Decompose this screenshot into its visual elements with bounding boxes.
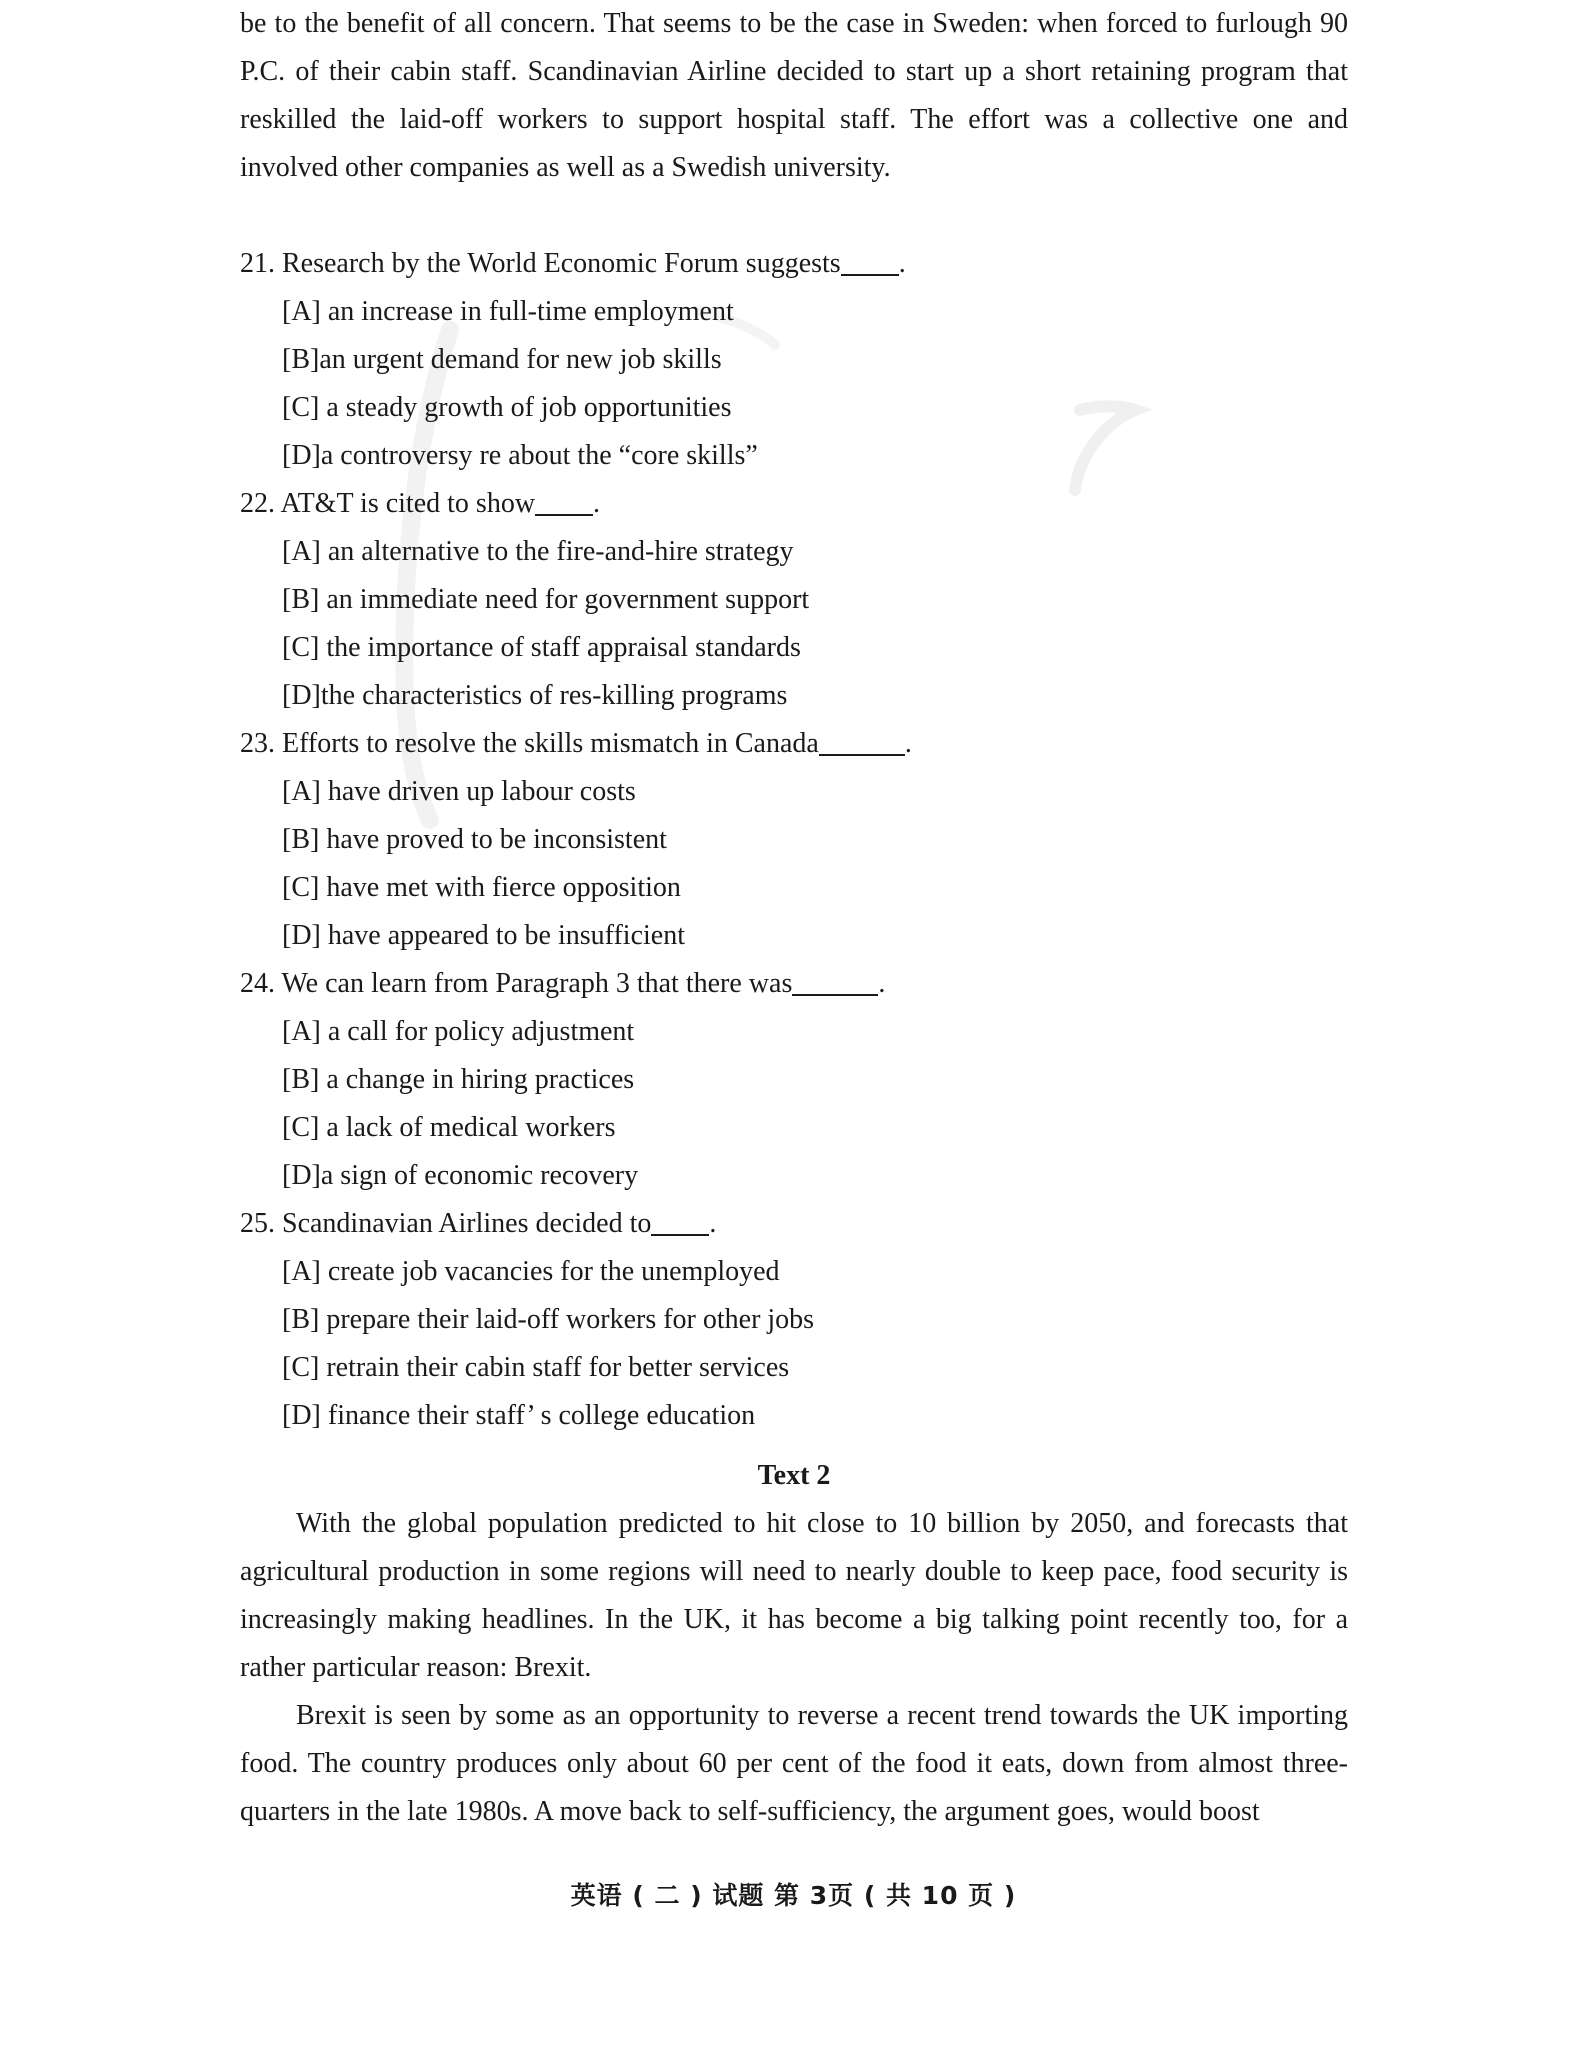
option-d: [D]a sign of economic recovery [282, 1160, 639, 1191]
option-c: [C] a lack of medical workers [282, 1112, 616, 1143]
option-c: [C] a steady growth of job opportunities [282, 392, 732, 423]
option-b: [B] a change in hiring practices [282, 1064, 635, 1095]
exam-page [240, 0, 1348, 1836]
passage-continuation: be to the benefit of all concern. That seems to be the case in Sweden: when forced to furlough 90 P.C. of their cabin staff. Scandinavian Airline decided to start up a short retaining program that reskilled the laid-off workers to support hospital staff. The effort was a collective one and involved other companies as well as a Swedish university. [240, 8, 1348, 183]
question-stem: 21. Research by the World Economic Forum suggests . [240, 248, 906, 279]
option-a: [A] an increase in full-time employment [282, 296, 734, 327]
option-d: [D] have appeared to be insufficient [282, 920, 685, 951]
text2-paragraph: With the global population predicted to hit close to 10 billion by 2050, and forecasts that agricultural production in some regions will need to nearly double to keep pace, food security is increasingly making headlines. In the UK, it has become a big talking point recently too, for a rather particular reason: Brexit. [240, 1508, 1348, 1683]
option-a: [A] an alternative to the fire-and-hire strategy [282, 536, 794, 567]
option-a: [A] have driven up labour costs [282, 776, 636, 807]
answer-blank [792, 970, 878, 996]
question-stem: 24. We can learn from Paragraph 3 that there was . [240, 968, 886, 999]
question-22 [240, 480, 1348, 720]
question-23 [240, 720, 1348, 960]
option-a: [A] create job vacancies for the unemployed [282, 1256, 780, 1287]
option-c: [C] have met with fierce opposition [282, 872, 681, 903]
answer-blank [841, 250, 899, 276]
question-stem: 23. Efforts to resolve the skills mismatch in Canada . [240, 728, 912, 759]
section-gap [240, 192, 1348, 240]
option-b: [B] an immediate need for government support [282, 584, 810, 615]
option-c: [C] the importance of staff appraisal standards [282, 632, 801, 663]
question-21 [240, 240, 1348, 480]
section-heading: Text 2 [757, 1460, 831, 1491]
question-24 [240, 960, 1348, 1200]
text2-paragraph: Brexit is seen by some as an opportunity to reverse a recent trend towards the UK importing food. The country produces only about 60 per cent of the food it eats, down from almost three-quarters in the late 1980s. A move back to self-sufficiency, the argument goes, would boost [240, 1700, 1348, 1827]
option-b: [B]an urgent demand for new job skills [282, 344, 722, 375]
answer-blank [819, 730, 905, 756]
option-d: [D]the characteristics of res-killing programs [282, 680, 788, 711]
option-d: [D] finance their staff’ s college education [282, 1400, 756, 1431]
question-stem: 22. AT&T is cited to show . [240, 488, 601, 519]
question-25 [240, 1200, 1348, 1440]
answer-blank [651, 1210, 709, 1236]
answer-blank [535, 490, 593, 516]
option-a: [A] a call for policy adjustment [282, 1016, 635, 1047]
option-b: [B] have proved to be inconsistent [282, 824, 667, 855]
option-d: [D]a controversy re about the “core skills” [282, 440, 758, 471]
option-c: [C] retrain their cabin staff for better services [282, 1352, 790, 1383]
page-footer: 英语 ( 二 ) 试题 第 3页 ( 共 10 页 ) [570, 1881, 1017, 1910]
question-stem: 25. Scandinavian Airlines decided to . [240, 1208, 717, 1239]
option-b: [B] prepare their laid-off workers for other jobs [282, 1304, 815, 1335]
